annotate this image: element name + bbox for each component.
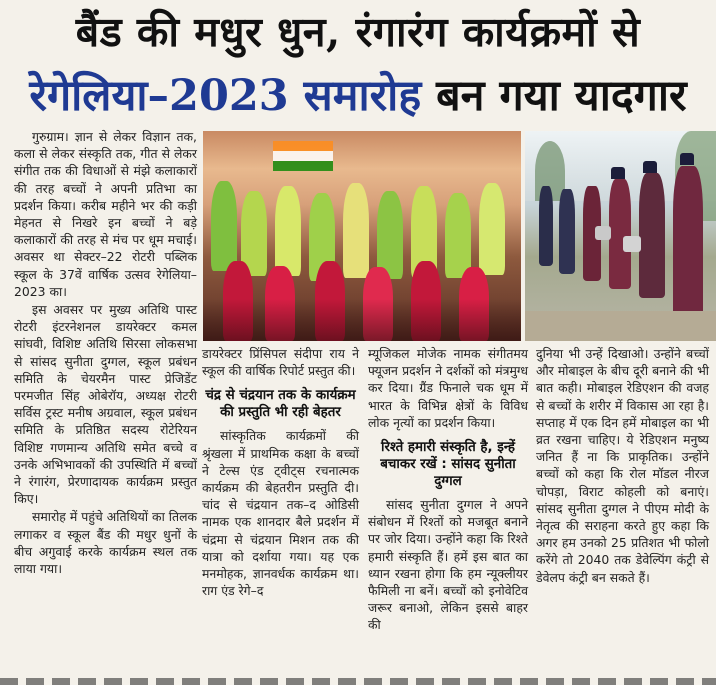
next-article-cutoff [0, 678, 716, 685]
paragraph-welcome: समारोह में पहुंचे अतिथियों का तिलक लगाकर व स्कूल बैंड की मधुर धुनों के बीच अगुवाई करके कार्यक्रम स्थल तक लाया गया। [14, 509, 197, 577]
school-band-photo [525, 131, 716, 341]
headline-line-2 [0, 66, 716, 126]
paragraph-report: डायरेक्टर प्रिंसिपल संदीपा राय ने स्कूल की वार्षिक रिपोर्ट प्रस्तुत की। [202, 346, 359, 379]
article-column-1 [14, 128, 197, 577]
stage-performance-photo [203, 131, 521, 341]
paragraph-musical: म्यूजिकल मोजेक नामक संगीतमय फ्यूजन प्रदर्शन ने दर्शकों को मंत्रमुग्ध कर दिया। ग्रैंड फिनाले चक धूम में भारत के विभिन्न क्षेत्रों के विविध लोक नृत्यों का प्रदर्शन किया। [368, 346, 528, 430]
article-column-3 [368, 345, 528, 634]
paragraph-intro: गुरुग्राम। ज्ञान से लेकर विज्ञान तक, कला से लेकर संस्कृति तक, गीत से लेकर संगीत तक की विधाओं से मंझे कलाकारों की तरह बच्चों ने अपनी प्रतिभा का प्रदर्शन किया। करीब महीने भर की कड़ी मेहनत से निखरे इन बच्चों ने बड़े कलाकारों की तरह से मंच पर धूम मचाई। अवसर था सेक्टर–22 रोटरी पब्लिक स्कूल के 37वें वार्षिक उत्सव रेगेलिया–2023 का। [14, 129, 197, 299]
paragraph-mp-speech: सांसद सुनीता दुग्गल ने अपने संबोधन में रिश्तों को मजबूत बनाने पर जोर दिया। उन्होंने कहा कि रिश्ते हमारी संस्कृति हैं। हमें इस बात का ध्यान रखना होगा कि हम न्यूक्लीयर फैमिली ना बनें। बच्चों को इनोवेटिव जरूर बनाओ, लेकिन इससे बाहर की [368, 497, 528, 633]
paragraph-cultural: सांस्कृतिक कार्यक्रमों की श्रृंखला में प्राथमिक कक्षा के बच्चों ने टेल्स एंड ट्वीट्स रचनात्मक कार्यक्रम की बेहतरीन प्रस्तुति दी। चांद से चंद्रयान तक–द ओडिसी नामक एक शानदार बैले प्रदर्शन में चंद्रमा से चंद्रयान मिशन तक की यात्रा को दर्शाया गया। यह एक मनमोहक, ज्ञानवर्धक कार्यक्रम था। राग एंड रेगे–द [202, 428, 359, 599]
subheading-relationships: रिश्ते हमारी संस्कृति है, इन्हें बचाकर रखें : सांसद सुनीता दुग्गल [380, 440, 516, 490]
headline-line-1: बैंड की मधुर धुन, रंगारंग कार्यक्रमों से [75, 8, 641, 56]
paragraph-mobile: दुनिया भी उन्हें दिखाओ। उन्होंने बच्चों और मोबाइल के बीच दूरी बनाने की भी बात कही। मोबाइल रेडिएशन की वजह से बच्चों के शरीर में विकास आ रहा है। सप्ताह में एक दिन हमें मोबाइल का भी व्रत रखना चाहिए। ये रेडिएशन मनुष्य जनित हैं ना कि प्राकृतिक। उन्होंने बच्चों को कहा कि रोल मॉडल नीरज चोपड़ा, विराट कोहली को बनाएं। सांसद सुनीता दुग्गल ने पीएम मोदी के नेतृत्व की सराहना करते हुए कहा कि अगर हम उनको 25 प्रतिशत भी फोलो करेंगे तो 2040 तक डेवेल्पिंग कंट्री से डेवेलप कंट्री बन सकते हैं। [536, 346, 709, 585]
paragraph-guests: इस अवसर पर मुख्य अतिथि पास्ट रोटरी इंटरनेशनल डायरेक्टर कमल सांघवी, विशिष्ट अतिथि सिरसा लोकसभा से सांसद सुनीता दुग्गल, स्कूल प्रबंधन समिति के चेयरमैन पास्ट प्रेजिडेंट परमजीत सिंह ओबेरॉय, अध्यक्ष रोटरी सर्विस ट्रस्ट मनीष अग्रवाल, स्कूल प्रबंधन समिति के प्रतिष्ठित सदस्य रोटेरियन विशिष्ट गणमान्य अतिथि समेत बच्चे व उनके अभिभावकों की उपस्थिति में बच्चों ने रंगारंग, प्रेरणादायक कार्यक्रम प्रस्तुत किए। [14, 302, 197, 507]
article-column-4 [536, 345, 709, 586]
headline-highlight: रेगेलिया–2023 समारोह [29, 71, 422, 121]
headline-tail: बन गया यादगार [421, 71, 687, 121]
article-column-2 [202, 345, 359, 599]
subheading-chandrayaan: चंद्र से चंद्रयान तक के कार्यक्रम की प्रस्तुति भी रही बेहतर [205, 388, 356, 421]
